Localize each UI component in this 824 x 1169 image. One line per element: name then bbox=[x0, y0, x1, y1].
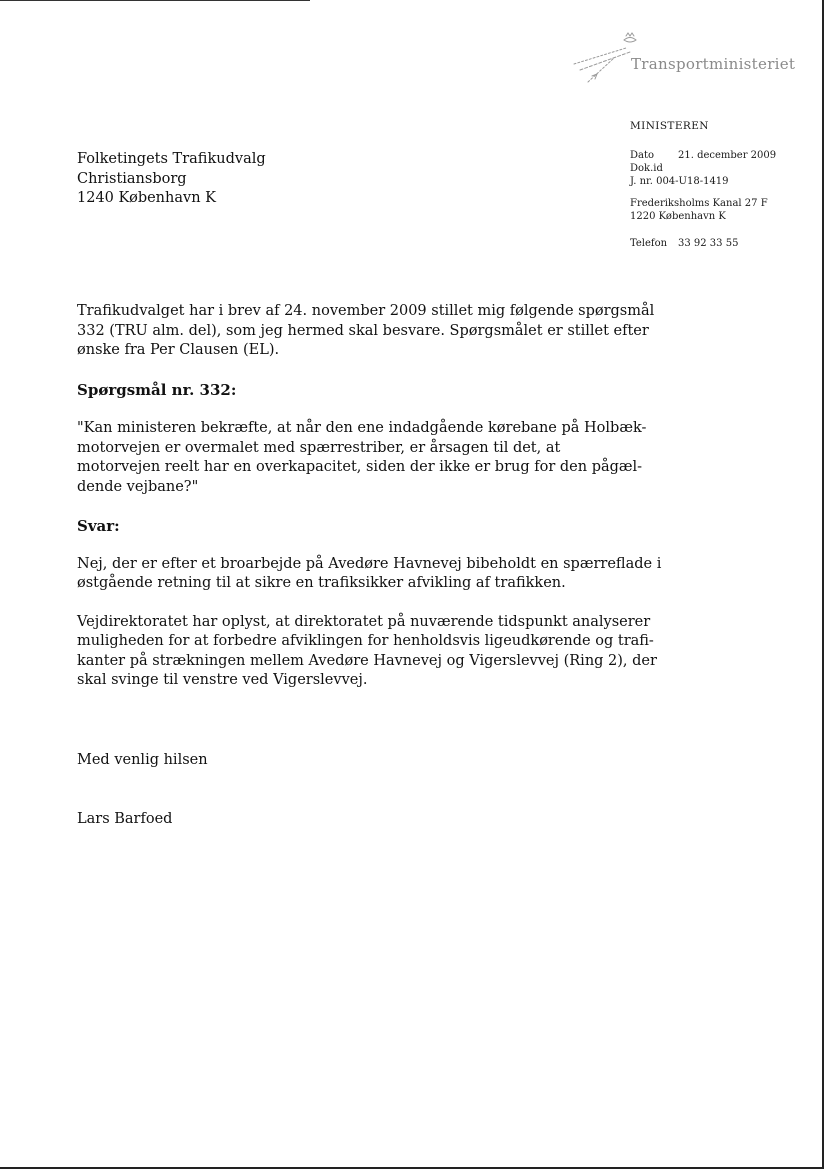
intro-paragraph bbox=[77, 302, 655, 361]
answer-paragraph-2 bbox=[77, 613, 657, 691]
question-paragraph bbox=[77, 419, 647, 497]
date-label: Dato bbox=[630, 150, 655, 161]
recipient-line-3: 1240 København K bbox=[77, 190, 216, 206]
phone-row bbox=[630, 238, 738, 251]
answer-heading: Svar: bbox=[77, 517, 120, 535]
question-heading: Spørgsmål nr. 332: bbox=[77, 380, 237, 399]
answer-paragraph-1 bbox=[77, 555, 662, 594]
address-line-2: 1220 København K bbox=[630, 211, 726, 222]
date-value: 21. december 2009 bbox=[678, 150, 777, 161]
answer-line: Vejdirektoratet har oplyst, at direktoratet på nuværende tidspunkt analyserer bbox=[77, 613, 651, 630]
intro-line: 332 (TRU alm. del), som jeg hermed skal besvare. Spørgsmålet er stillet efter bbox=[77, 322, 649, 339]
signature-name: Lars Barfoed bbox=[77, 811, 173, 827]
answer-line: Nej, der er efter et broarbejde på Avedøre Havnevej bibeholdt en spærreflade i bbox=[77, 555, 662, 572]
date-row bbox=[630, 150, 776, 163]
recipient-line-2: Christiansborg bbox=[77, 170, 187, 187]
question-line: dende vejbane?" bbox=[77, 478, 199, 495]
question-line: "Kan ministeren bekræfte, at når den ene indadgående kørebane på Holbæk- bbox=[77, 420, 647, 436]
closing-greeting: Med venlig hilsen bbox=[77, 752, 208, 768]
sender-title: MINISTEREN bbox=[630, 120, 709, 132]
dokid-label: Dok.id bbox=[630, 163, 663, 174]
address-line-1: Frederiksholms Kanal 27 F bbox=[630, 198, 768, 209]
question-line: motorvejen reelt har en overkapacitet, siden der ikke er brug for den pågæl- bbox=[77, 459, 643, 475]
page-top-edge-line bbox=[0, 0, 310, 1]
answer-line: østgående retning til at sikre en trafiksikker afvikling af trafikken. bbox=[77, 575, 566, 591]
journal-number-label: J. nr. bbox=[630, 176, 653, 187]
recipient-address bbox=[77, 150, 266, 209]
phone-label: Telefon bbox=[630, 238, 668, 249]
journal-number-row bbox=[630, 176, 729, 189]
answer-line: skal svinge til venstre ved Vigerslevvej. bbox=[77, 672, 368, 688]
question-line: motorvejen er overmalet med spærrestriber, er årsagen til det, at bbox=[77, 439, 561, 456]
ministry-logo-text: Transportministeriet bbox=[631, 55, 796, 73]
journal-number-value: 004-U18-1419 bbox=[656, 176, 729, 187]
ministry-logo bbox=[568, 30, 798, 90]
answer-line: muligheden for at forbedre afviklingen for henholdsvis ligeudkørende og trafi- bbox=[77, 633, 654, 649]
intro-line: ønske fra Per Clausen (EL). bbox=[77, 342, 280, 358]
dokid-row bbox=[630, 163, 678, 176]
recipient-line-1: Folketingets Trafikudvalg bbox=[77, 151, 266, 167]
letter-body bbox=[77, 302, 662, 691]
phone-value: 33 92 33 55 bbox=[678, 238, 739, 249]
intro-line: Trafikudvalget har i brev af 24. november 2009 stillet mig følgende spørgsmål bbox=[77, 303, 655, 319]
answer-line: kanter på strækningen mellem Avedøre Havnevej og Vigerslevvej (Ring 2), der bbox=[77, 652, 657, 669]
